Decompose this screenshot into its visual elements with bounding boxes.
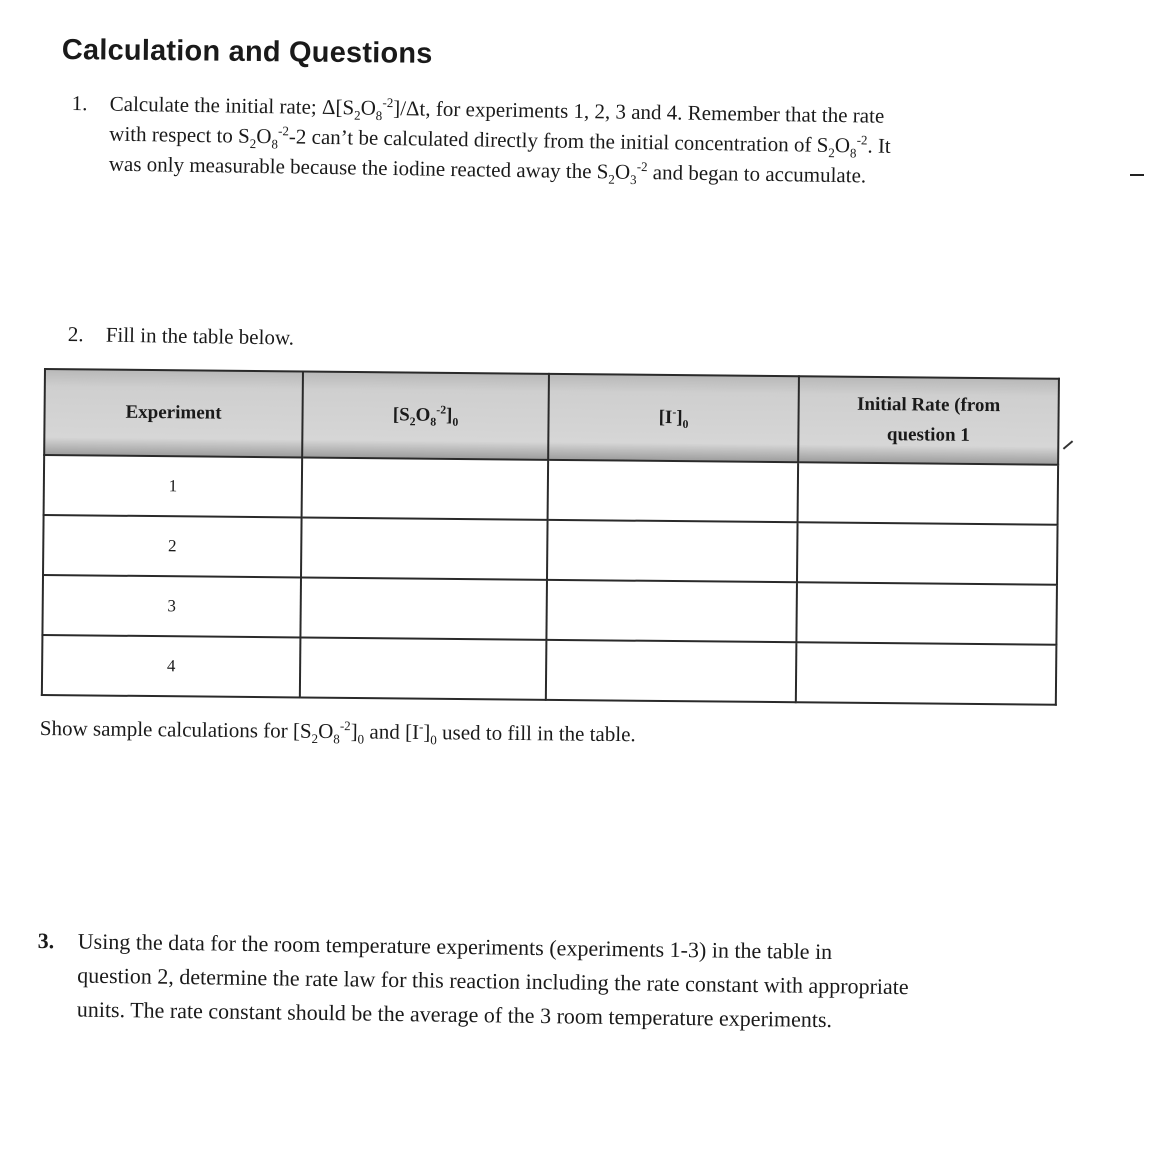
text-run: . It [867, 133, 891, 158]
page-title: Calculation and Questions [61, 34, 433, 70]
text-run: O [360, 95, 377, 120]
data-table [41, 368, 1060, 706]
subscript: 2 [249, 135, 257, 152]
experiment-number: 2 [43, 515, 302, 577]
text-run: used to fill in the table. [436, 720, 636, 747]
superscript: -2 [382, 94, 394, 111]
question-1-text [109, 89, 1032, 193]
text-run: Initial Rate (from [856, 393, 1001, 417]
text-run: O [614, 159, 631, 184]
question-3-line-2: question 2, determine the rate law for this reaction including the rate constant with appropriate [77, 962, 909, 1000]
text-run: -2 can’t be calculated directly from the initial concentration of S [288, 124, 829, 157]
question-3-line-1: Using the data for the room temperature experiments (experiments 1-3) in the table in [77, 928, 833, 965]
experiment-number: 4 [42, 635, 301, 697]
superscript: -2 [436, 403, 447, 417]
experiment-number: 1 [44, 455, 303, 517]
text-run: O [256, 123, 272, 149]
experiment-number: 3 [42, 575, 301, 637]
sample-calculations-instruction [40, 716, 940, 750]
superscript: -2 [339, 718, 351, 734]
initial-rate-cell[interactable] [796, 582, 1057, 644]
header-iodide-concentration [548, 374, 799, 462]
text-run: ]/Δt, for experiments 1, 2, 3 and 4. Remember that the rate [393, 96, 885, 128]
text-run: and began to accumulate. [647, 160, 867, 188]
text-run: [S [392, 404, 410, 426]
persulfate-cell[interactable] [300, 577, 547, 639]
header-persulfate-concentration [302, 371, 549, 459]
persulfate-cell[interactable] [301, 517, 548, 579]
question-3-text [77, 925, 1118, 1042]
text-run: O [318, 718, 334, 744]
question-3 [37, 924, 1118, 1041]
text-run: was only measurable because the iodine reacted away the S [108, 151, 609, 184]
subscript: 0 [357, 731, 365, 747]
subscript: 8 [430, 415, 437, 429]
text-run: ] [350, 719, 358, 744]
question-2-text: Fill in the table below. [105, 322, 295, 350]
pen-tick-mark [1063, 440, 1073, 449]
subscript: 2 [608, 171, 615, 187]
persulfate-cell[interactable] [300, 637, 547, 699]
header-experiment: Experiment [44, 369, 303, 457]
subscript: 2 [828, 145, 835, 161]
question-2-number: 2. [67, 322, 84, 347]
subscript: 2 [409, 415, 416, 429]
pen-mark [1130, 174, 1144, 176]
subscript: 3 [629, 171, 637, 188]
superscript: -2 [278, 123, 290, 139]
subscript: 0 [430, 732, 437, 748]
text-run: ] [445, 404, 453, 426]
subscript: 8 [271, 136, 279, 152]
superscript: - [672, 405, 677, 419]
subscript: 0 [682, 417, 689, 431]
question-3-line-3: units. The rate constant should be the average of the 3 room temperature experiments. [76, 996, 833, 1033]
table-row [42, 635, 1057, 705]
initial-rate-cell[interactable] [796, 642, 1057, 704]
text-run: O [834, 132, 851, 158]
iodide-cell[interactable] [548, 460, 799, 522]
text-run: [I [658, 406, 673, 429]
superscript: -2 [636, 158, 648, 175]
data-table-wrapper [41, 368, 1058, 698]
subscript: 2 [353, 107, 361, 123]
subscript: 8 [849, 145, 857, 161]
iodide-cell[interactable] [546, 640, 797, 702]
header-initial-rate [798, 376, 1059, 464]
iodide-cell[interactable] [547, 520, 798, 582]
superscript: -2 [856, 132, 868, 148]
persulfate-cell[interactable] [302, 457, 549, 519]
superscript: - [418, 718, 424, 735]
iodide-cell[interactable] [546, 580, 797, 642]
subscript: 0 [452, 415, 459, 429]
text-run: Show sample calculations for [S [39, 716, 312, 743]
question-2 [68, 322, 295, 351]
text-run: with respect to S [109, 121, 251, 148]
subscript: 8 [375, 107, 383, 124]
text-run: and [I [364, 719, 420, 744]
subscript: 2 [311, 731, 319, 747]
table-row [44, 455, 1059, 525]
text-run: ] [676, 407, 683, 429]
table-row [43, 515, 1058, 585]
initial-rate-cell[interactable] [798, 462, 1059, 524]
question-1-number: 1. [71, 90, 88, 116]
text-run: question 1 [886, 424, 970, 446]
question-1 [71, 88, 1032, 193]
text-run: O [415, 404, 431, 426]
text-run: ] [423, 720, 431, 745]
initial-rate-cell[interactable] [797, 522, 1058, 584]
table-row [42, 575, 1057, 645]
question-3-number: 3. [37, 927, 55, 954]
text-run: Calculate the initial rate; Δ[S [109, 91, 355, 120]
table-header-row [44, 369, 1059, 465]
subscript: 8 [333, 731, 340, 747]
